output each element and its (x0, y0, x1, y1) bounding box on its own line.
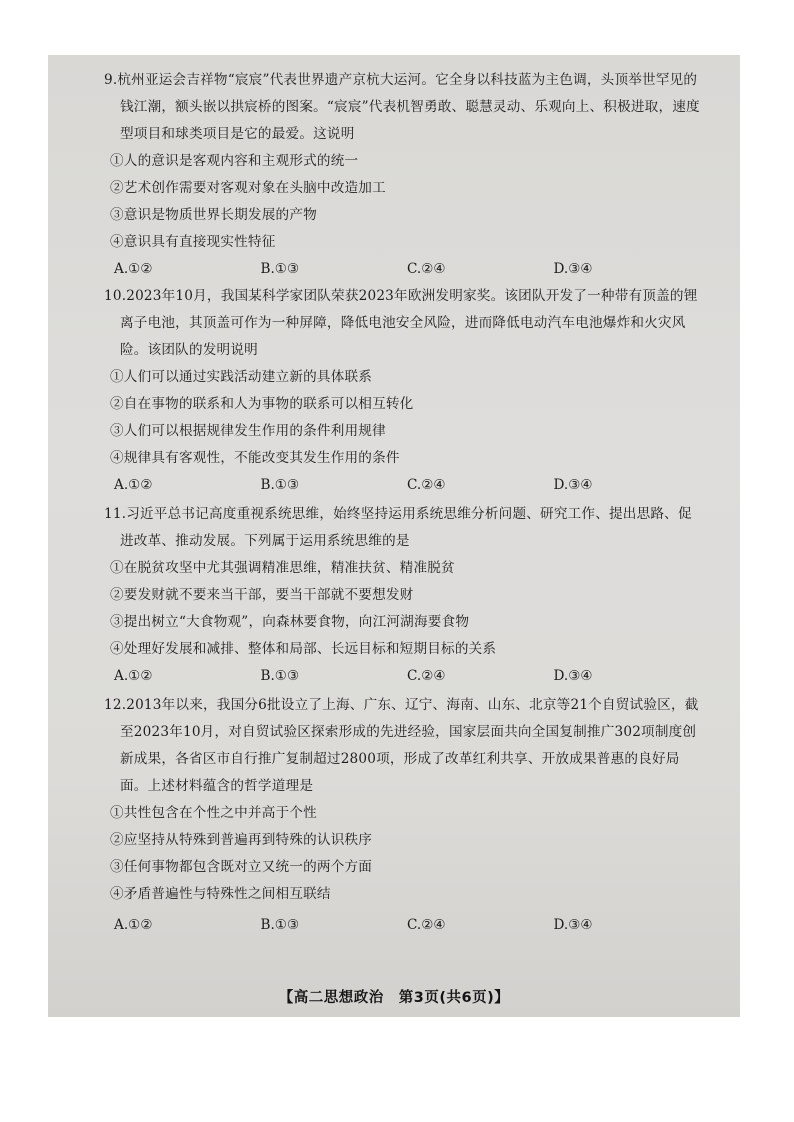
option-2: ②艺术创作需要对客观对象在头脑中改造加工 (110, 180, 386, 196)
option-4: ④矛盾普遍性与特殊性之间相互联结 (110, 886, 331, 902)
answer-c: C.②④ (407, 261, 446, 277)
answer-b: B.①③ (260, 917, 300, 933)
option-4: ④规律具有客观性，不能改变其发生作用的条件 (110, 450, 400, 466)
option-2: ②自在事物的联系和人为事物的联系可以相互转化 (110, 396, 414, 412)
answer-choices (104, 912, 700, 939)
option-1: ①在脱贫攻坚中尤其强调精准思维，精准扶贫、精准脱贫 (110, 560, 455, 576)
answer-choices (104, 472, 700, 499)
answer-a: A.①② (114, 668, 153, 684)
question-stem: 11.习近平总书记高度重视系统思维，始终坚持运用系统思维分析问题、研究工作、提出思路、促进改革、推动发展。下列属于运用系统思维的是 (104, 506, 692, 549)
answer-d: D.③④ (553, 477, 593, 493)
answer-a: A.①② (114, 917, 153, 933)
answer-c: C.②④ (407, 917, 446, 933)
answer-d: D.③④ (553, 668, 593, 684)
option-4: ④处理好发展和减排、整体和局部、长远目标和短期目标的关系 (110, 641, 497, 657)
option-4: ④意识具有直接现实性特征 (110, 234, 276, 250)
answer-c: C.②④ (407, 668, 446, 684)
option-3: ③任何事物都包含既对立又统一的两个方面 (110, 859, 373, 875)
question-stem: 10.2023年10月，我国某科学家团队荣获2023年欧洲发明家奖。该团队开发了一种带有顶盖的锂离子电池，其顶盖可作为一种屏障，降低电池安全风险，进而降低电动汽车电池爆炸和火灾风险。该团队的发明说明 (104, 288, 698, 358)
question-stem: 12.2013年以来，我国分6批设立了上海、广东、辽宁、海南、山东、北京等21个自贸试验区，截至2023年10月，对自贸试验区探索形成的先进经验，国家层面共向全国复制推广302项制度创新成果，各省区市自行推广复制超过2800项，形成了改革红利共享、开放成果普惠的良好局面。上述材料蕴含的哲学道理是 (104, 697, 699, 794)
option-1: ①人们可以通过实践活动建立新的具体联系 (110, 369, 373, 385)
question-12 (104, 692, 700, 939)
question-9 (104, 67, 700, 283)
option-2: ②要发财就不要来当干部，要当干部就不要想发财 (110, 587, 414, 603)
option-1: ①人的意识是客观内容和主观形式的统一 (110, 153, 359, 169)
question-11 (104, 501, 700, 690)
option-3: ③意识是物质世界长期发展的产物 (110, 207, 317, 223)
option-1: ①共性包含在个性之中并高于个性 (110, 805, 317, 821)
answer-choices (104, 663, 700, 690)
question-10 (104, 283, 700, 499)
answer-choices (104, 256, 700, 283)
answer-a: A.①② (114, 261, 153, 277)
answer-d: D.③④ (553, 261, 593, 277)
answer-a: A.①② (114, 477, 153, 493)
answer-b: B.①③ (260, 261, 300, 277)
answer-b: B.①③ (260, 668, 300, 684)
answer-d: D.③④ (553, 917, 593, 933)
option-3: ③提出树立“大食物观”，向森林要食物，向江河湖海要食物 (110, 614, 470, 630)
page-footer: 【高二思想政治 第3页(共6页)】 (278, 990, 510, 1006)
question-stem: 9.杭州亚运会吉祥物“宸宸”代表世界遗产京杭大运河。它全身以科技蓝为主色调，头顶举世罕见的钱江潮，额头嵌以拱宸桥的图案。“宸宸”代表机智勇敢、聪慧灵动、乐观向上、积极进取，速度型项目和球类项目是它的最爱。这说明 (104, 72, 700, 142)
option-3: ③人们可以根据规律发生作用的条件利用规律 (110, 423, 386, 439)
exam-page (48, 55, 740, 1017)
option-2: ②应坚持从特殊到普遍再到特殊的认识秩序 (110, 832, 373, 848)
answer-b: B.①③ (260, 477, 300, 493)
answer-c: C.②④ (407, 477, 446, 493)
